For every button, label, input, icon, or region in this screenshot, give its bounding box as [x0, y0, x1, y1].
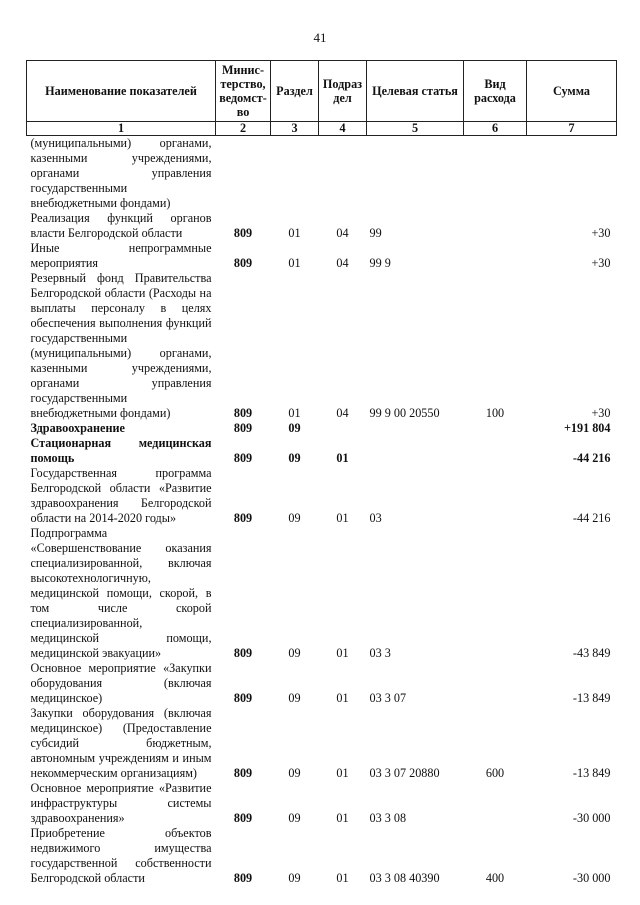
- table-row: [27, 211, 617, 241]
- page-number: 41: [313, 30, 327, 45]
- table-row: [27, 706, 617, 781]
- row-section: 09: [288, 811, 301, 825]
- row-name: Стационарная медицинская помощь: [30, 436, 212, 465]
- row-section: [271, 136, 319, 212]
- column-number: 2: [216, 122, 271, 136]
- row-name: Резервный фонд Правительства Белгородской области (Расходы на выплаты персоналу в целях обеспечения выполнения функций государственными (муниципальными) органами, казенными учреждениями, органами управления государственными внебюджетными фондами): [30, 271, 212, 420]
- row-subsection: [319, 136, 367, 212]
- row-ministry-code: 809: [233, 451, 253, 465]
- row-ministry-code: 809: [233, 871, 253, 885]
- table-row: [27, 826, 617, 886]
- row-ministry-code: 809: [233, 226, 253, 240]
- row-name: Государственная программа Белгородской области «Развитие здравоохранения Белгородской области на 2014-2020 годы»: [30, 466, 212, 525]
- row-amount: -44 216: [572, 511, 611, 525]
- row-amount: -30 000: [572, 811, 611, 825]
- table-row: [27, 661, 617, 706]
- row-subsection: 01: [336, 691, 349, 705]
- row-target-item: 03 3 08: [369, 811, 407, 825]
- row-subsection: [319, 421, 367, 436]
- row-section: 09: [288, 871, 301, 885]
- row-target-item: 03 3 07 20880: [369, 766, 440, 780]
- row-section: 01: [288, 256, 301, 270]
- row-expense-type: [464, 211, 527, 241]
- row-target-item: 99 9: [369, 256, 391, 270]
- row-amount: [527, 136, 617, 212]
- table-body: [27, 136, 617, 887]
- row-expense-type: [464, 436, 527, 466]
- row-expense-type: [464, 466, 527, 526]
- row-name: Иные непрограммные мероприятия: [30, 241, 212, 270]
- row-amount: -13 849: [572, 691, 611, 705]
- row-ministry-code: 809: [233, 766, 253, 780]
- row-section: 09: [288, 421, 301, 435]
- row-expense-type: [464, 421, 527, 436]
- row-subsection: 01: [336, 871, 349, 885]
- row-target-item: 03 3: [369, 646, 391, 660]
- row-expense-type: [464, 136, 527, 212]
- row-ministry-code: 809: [233, 406, 253, 420]
- row-section: 09: [288, 691, 301, 705]
- row-subsection: 01: [336, 766, 349, 780]
- header-section: Раздел: [271, 61, 319, 122]
- row-target-item: 03 3 07: [369, 691, 407, 705]
- row-expense-type: [464, 781, 527, 826]
- column-number: 7: [527, 122, 617, 136]
- table-row: [27, 136, 617, 212]
- row-expense-type: 400: [485, 871, 505, 885]
- row-amount: -44 216: [572, 451, 611, 465]
- header-subsection: Подраз дел: [319, 61, 367, 122]
- row-target-item: [367, 136, 464, 212]
- row-target-item: 99: [369, 226, 382, 240]
- row-ministry-code: 809: [233, 421, 253, 435]
- row-name: Основное мероприятие «Развитие инфраструктуры системы здравоохранения»: [30, 781, 212, 825]
- row-subsection: 04: [336, 226, 349, 240]
- row-name: Основное мероприятие «Закупки оборудования (включая медицинское): [30, 661, 212, 705]
- row-target-item: 99 9 00 20550: [369, 406, 440, 420]
- row-expense-type: [464, 526, 527, 661]
- row-amount: +30: [591, 406, 611, 420]
- table-row: [27, 466, 617, 526]
- row-amount: -13 849: [572, 766, 611, 780]
- header-target-item: Целевая статья: [367, 61, 464, 122]
- table-row: [27, 526, 617, 661]
- row-expense-type: [464, 661, 527, 706]
- header-ministry: Минис-терство, ведомст-во: [216, 61, 271, 122]
- row-target-item: 03: [369, 511, 382, 525]
- row-amount: -30 000: [572, 871, 611, 885]
- row-ministry-code: 809: [233, 646, 253, 660]
- row-expense-type: 600: [485, 766, 505, 780]
- table-row: [27, 781, 617, 826]
- row-ministry-code: [216, 136, 271, 212]
- table-header: [27, 61, 617, 136]
- row-ministry-code: 809: [233, 511, 253, 525]
- row-ministry-code: 809: [233, 256, 253, 270]
- header-amount: Сумма: [527, 61, 617, 122]
- row-target-item: [367, 436, 464, 466]
- row-ministry-code: 809: [233, 691, 253, 705]
- table-row: [27, 421, 617, 436]
- row-name: Подпрограмма «Совершенствование оказания специализированной, включая высокотехнологичную, медицинской помощи, скорой, в том числе скорой специализированной, медицинской помощи, медицинской эвакуации»: [30, 526, 212, 660]
- column-number: 1: [27, 122, 216, 136]
- row-amount: +30: [591, 256, 611, 270]
- column-number: 3: [271, 122, 319, 136]
- row-target-item: 03 3 08 40390: [369, 871, 440, 885]
- row-name: Приобретение объектов недвижимого имущества государственной собственности Белгородской области: [30, 826, 212, 885]
- table-row: [27, 436, 617, 466]
- row-name: Закупки оборудования (включая медицинское) (Предоставление субсидий бюджетным, автономным учреждениям и иным некоммерческим организациям): [30, 706, 212, 780]
- row-name: (муниципальными) органами, казенными учреждениями, органами управления государственными внебюджетными фондами): [30, 136, 212, 210]
- row-subsection: 04: [336, 256, 349, 270]
- row-section: 09: [288, 451, 301, 465]
- row-subsection: 01: [336, 511, 349, 525]
- row-ministry-code: 809: [233, 811, 253, 825]
- row-section: 01: [288, 406, 301, 420]
- column-number: 6: [464, 122, 527, 136]
- table-row: [27, 271, 617, 421]
- row-amount: +30: [591, 226, 611, 240]
- row-section: 09: [288, 511, 301, 525]
- column-number: 5: [367, 122, 464, 136]
- header-expense-type: Вид расхода: [464, 61, 527, 122]
- row-amount: -43 849: [572, 646, 611, 660]
- table-row: [27, 241, 617, 271]
- row-expense-type: 100: [485, 406, 505, 420]
- row-subsection: 01: [336, 811, 349, 825]
- row-subsection: 01: [336, 451, 349, 465]
- row-amount: +191 804: [563, 421, 611, 435]
- row-section: 01: [288, 226, 301, 240]
- row-name: Здравоохранение: [30, 421, 125, 435]
- row-section: 09: [288, 646, 301, 660]
- row-subsection: 01: [336, 646, 349, 660]
- row-expense-type: [464, 241, 527, 271]
- header-name: Наименование показателей: [27, 61, 216, 122]
- row-target-item: [367, 421, 464, 436]
- row-subsection: 04: [336, 406, 349, 420]
- row-name: Реализация функций органов власти Белгородской области: [30, 211, 212, 240]
- row-section: 09: [288, 766, 301, 780]
- column-number: 4: [319, 122, 367, 136]
- budget-table: [26, 60, 617, 886]
